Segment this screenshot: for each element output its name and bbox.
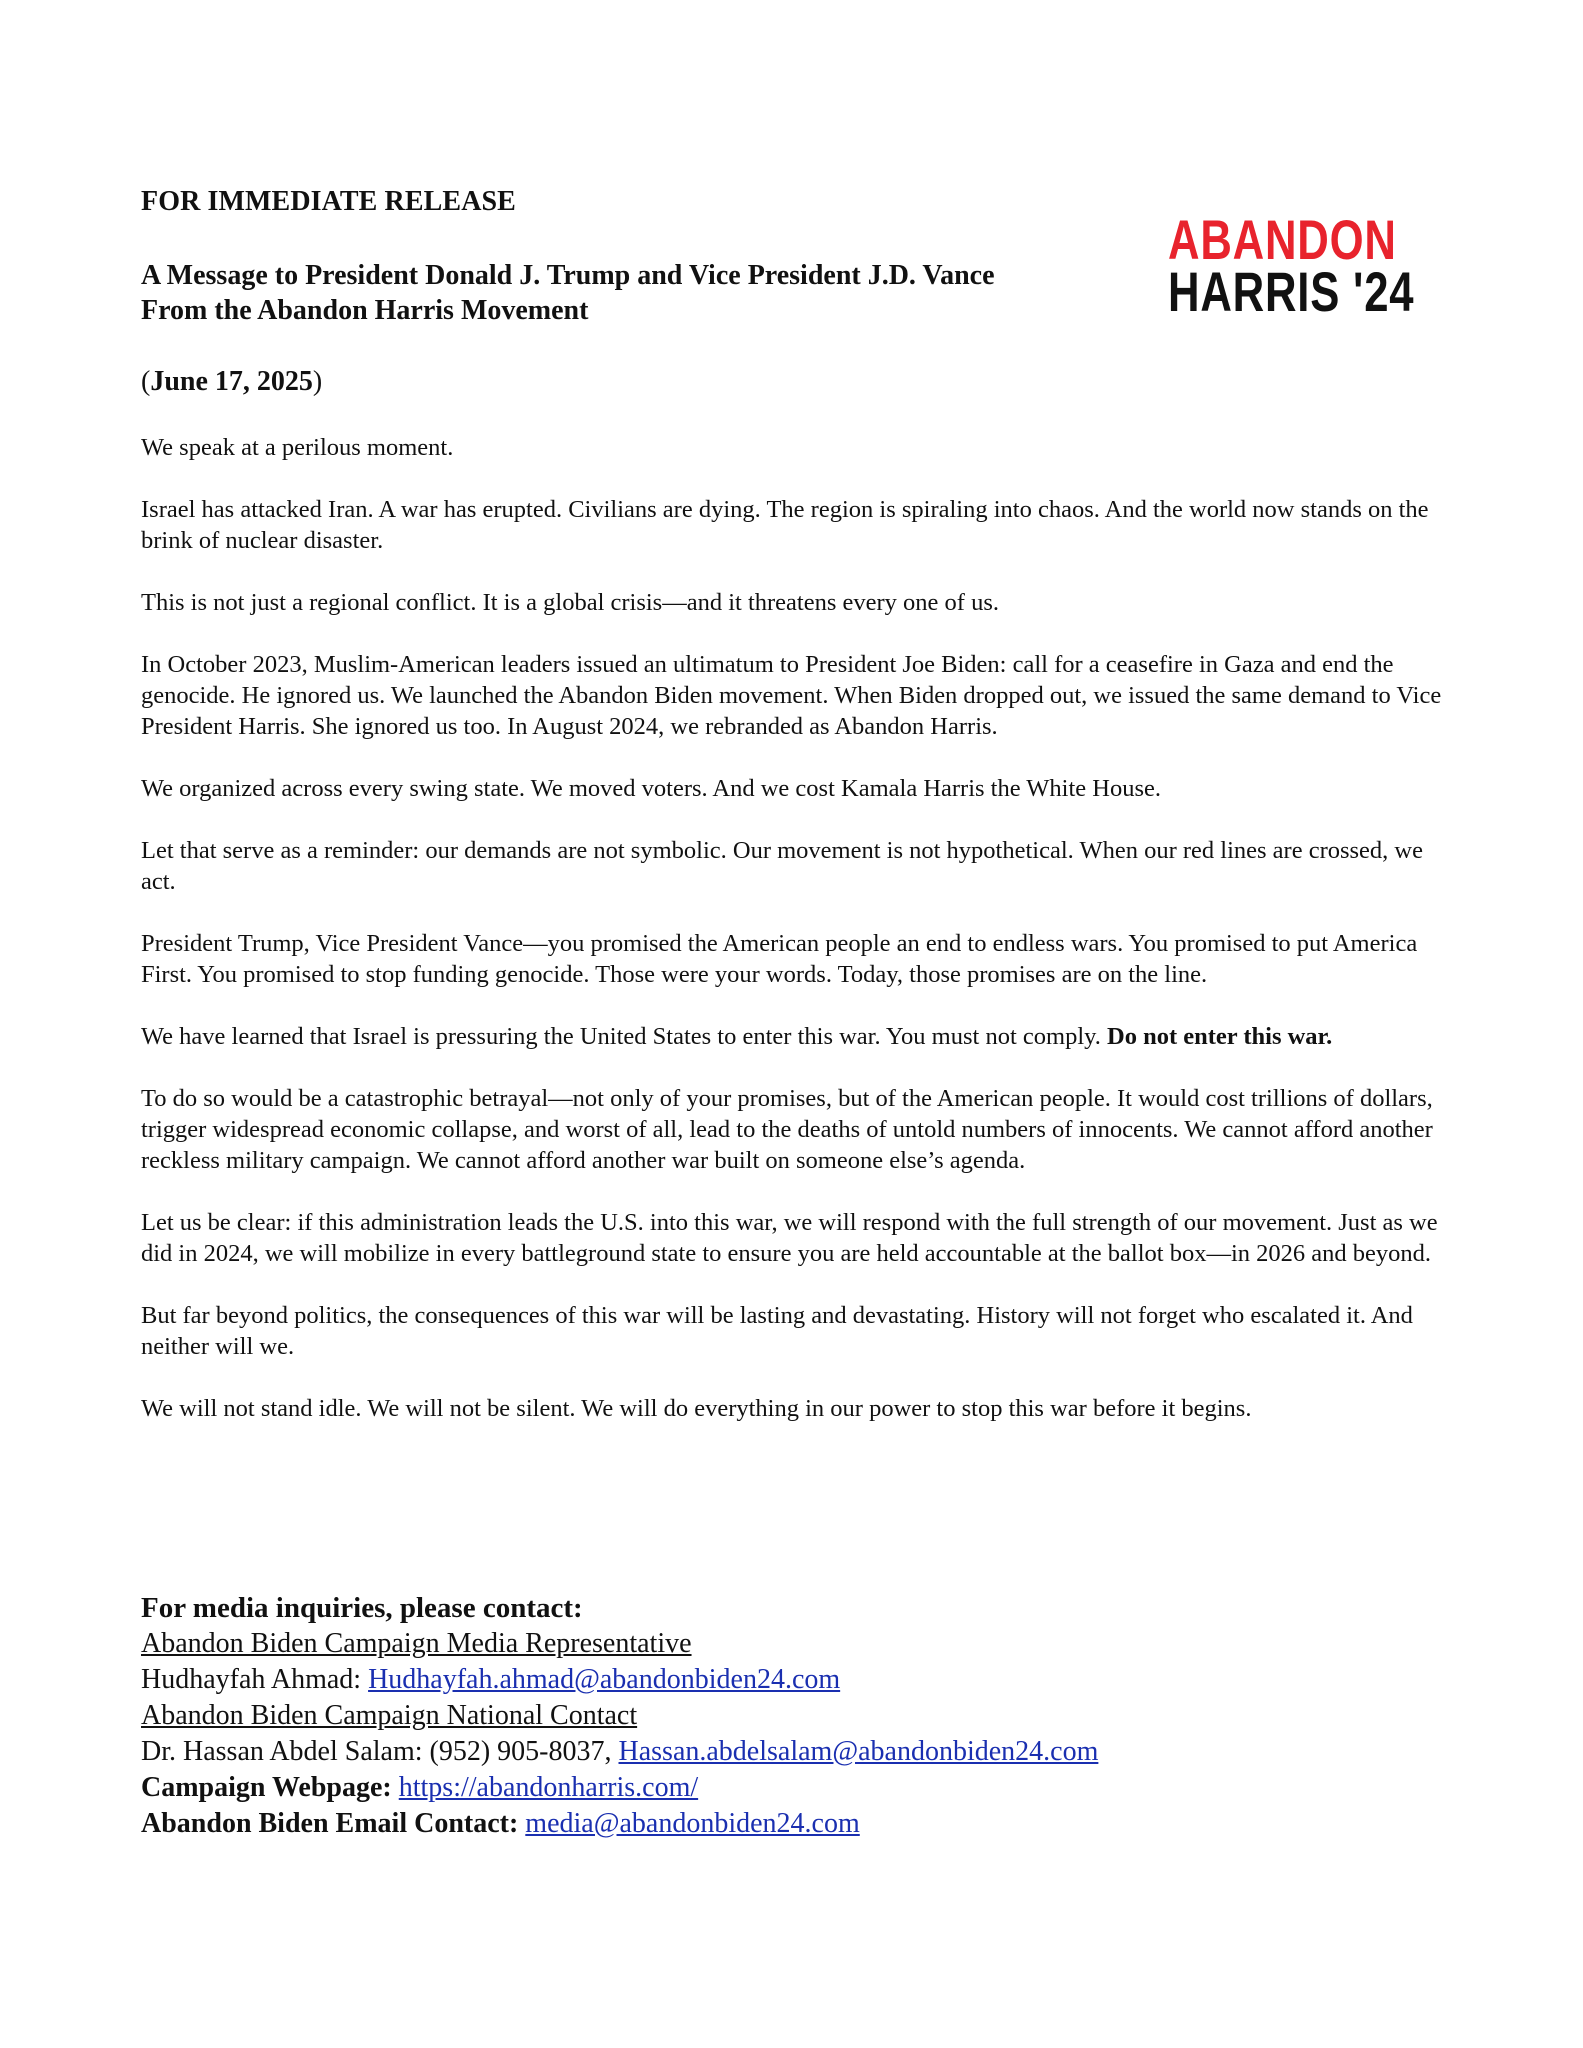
national-contact-title: Abandon Biden Campaign National Contact (141, 1700, 638, 1731)
paragraph: We speak at a perilous moment. (141, 434, 454, 461)
webpage-label: Campaign Webpage: (141, 1772, 399, 1803)
media-rep-email-link[interactable]: Hudhayfah.ahmad@abandonbiden24.com (368, 1664, 841, 1695)
media-rep-name: Hudhayfah Ahmad: (141, 1664, 369, 1695)
logo-line-abandon: ABANDON (1168, 208, 1397, 271)
logo-line-harris: HARRIS '24 (1168, 260, 1415, 323)
national-contact-line (141, 1734, 1451, 1770)
paragraph-emphasis: Do not enter this war. (1107, 1023, 1333, 1050)
release-body (141, 432, 1451, 1455)
paragraph: Israel has attacked Iran. A war has erupted. Civilians are dying. The region is spiraling into chaos. And the world now stands on the brink of nuclear disaster. (141, 496, 1429, 554)
date-close-paren: ) (312, 366, 323, 397)
paragraph: Let us be clear: if this administration leads the U.S. into this war, we will respond with the full strength of our movement. Just as we did in 2024, we will mobilize in every battleground state to ensure you are held accountable at the ballot box—in 2026 and beyond. (141, 1209, 1438, 1267)
paragraph: We organized across every swing state. We moved voters. And we cost Kamala Harris the White House. (141, 775, 1162, 802)
date-open-paren: ( (141, 366, 151, 397)
paragraph: President Trump, Vice President Vance—you promised the American people an end to endless wars. You promised to put America First. You promised to stop funding genocide. Those were your words. Today, those promises are on the line. (141, 930, 1418, 988)
national-contact-email-link[interactable]: Hassan.abdelsalam@abandonbiden24.com (618, 1736, 1099, 1767)
paragraph: We will not stand idle. We will not be silent. We will do everything in our power to stop this war before it begins. (141, 1395, 1252, 1422)
paragraph: Let that serve as a reminder: our demands are not symbolic. Our movement is not hypothetical. When our red lines are crossed, we act. (141, 837, 1424, 895)
email-contact-link[interactable]: media@abandonbiden24.com (525, 1808, 860, 1839)
paragraph: In October 2023, Muslim-American leaders issued an ultimatum to President Joe Biden: call for a ceasefire in Gaza and end the genocide. He ignored us. We launched the Abandon Biden movement. When Biden dropped out, we issued the same demand to Vice President Harris. She ignored us too. In August 2024, we rebranded as Abandon Harris. (141, 651, 1442, 740)
paragraph (141, 1021, 1451, 1052)
paragraph: This is not just a regional conflict. It is a global crisis—and it threatens every one of us. (141, 589, 999, 616)
paragraph: To do so would be a catastrophic betrayal—not only of your promises, but of the American people. It would cost trillions of dollars, trigger widespread economic collapse, and worst of all, lead to the deaths of untold numbers of innocents. We cannot afford another reckless military campaign. We cannot afford another war built on someone else’s agenda. (141, 1085, 1433, 1174)
paragraph: But far beyond politics, the consequences of this war will be lasting and devastating. History will not forget who escalated it. And neither will we. (141, 1302, 1413, 1360)
media-contact-section (141, 1590, 1451, 1842)
webpage-link[interactable]: https://abandonharris.com/ (398, 1772, 699, 1803)
media-rep-title: Abandon Biden Campaign Media Representative (141, 1628, 692, 1659)
webpage-line (141, 1770, 1451, 1806)
national-contact-name: Dr. Hassan Abdel Salam: (952) 905-8037, (141, 1736, 619, 1767)
release-label: FOR IMMEDIATE RELEASE (141, 186, 516, 217)
paragraph-text: We have learned that Israel is pressuring the United States to enter this war. You must not comply. (141, 1023, 1108, 1050)
abandon-harris-logo (1168, 208, 1415, 323)
email-contact-label: Abandon Biden Email Contact: (141, 1808, 526, 1839)
date-value: June 17, 2025 (150, 366, 313, 397)
headline: A Message to President Donald J. Trump and Vice President J.D. Vance From the Abandon Harris Movement (141, 260, 995, 326)
release-date (141, 366, 322, 398)
contact-heading: For media inquiries, please contact: (141, 1592, 583, 1624)
media-rep-line (141, 1662, 1451, 1698)
email-contact-line (141, 1806, 1451, 1842)
